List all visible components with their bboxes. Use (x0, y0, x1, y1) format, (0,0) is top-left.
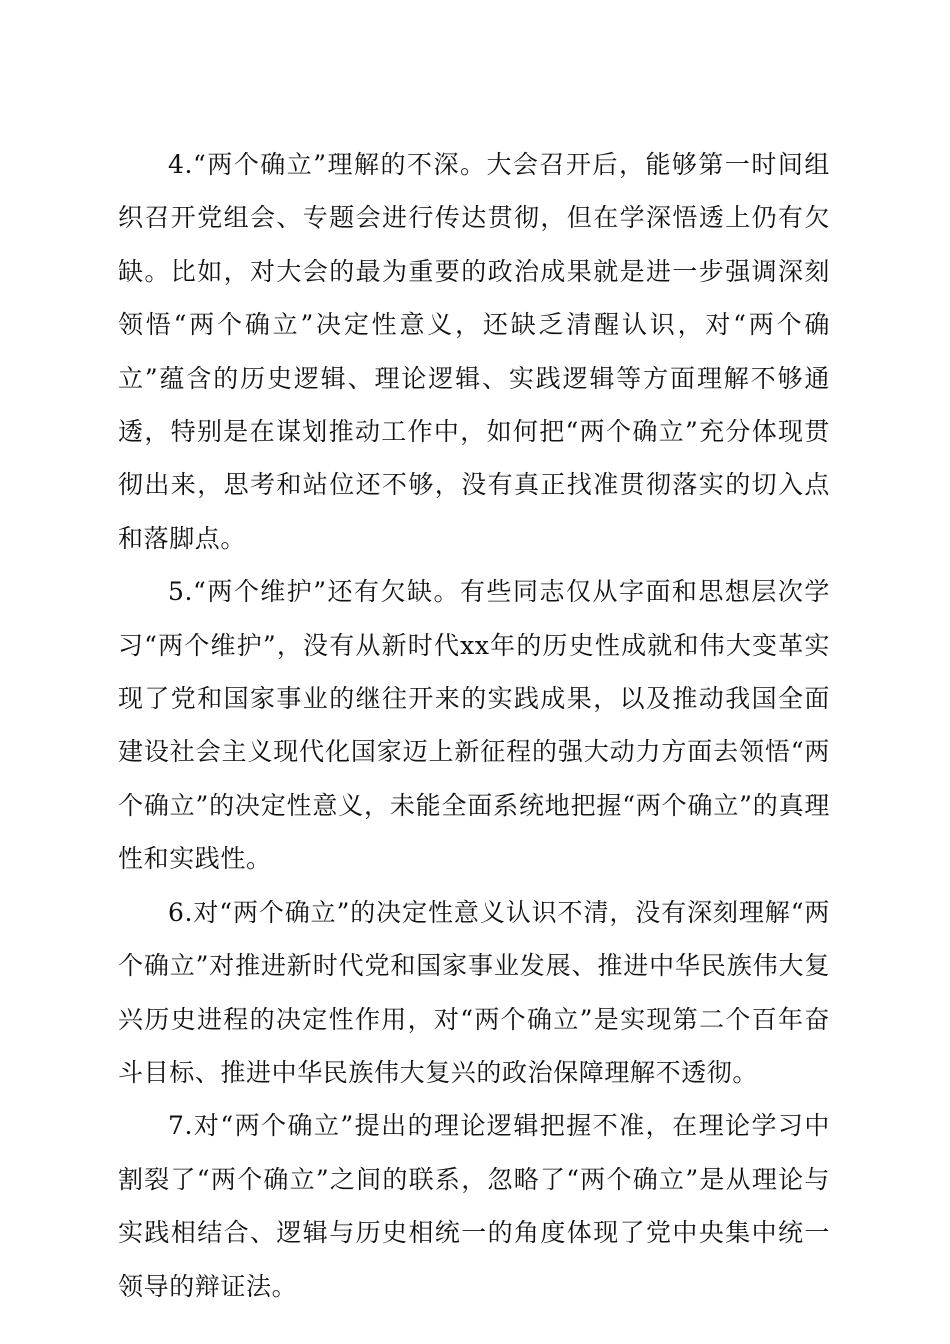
paragraph-5: 5.“两个维护”还有欠缺。有些同志仅从字面和思想层次学习“两个维护”，没有从新时代xx年的历史性成就和伟大变革实现了党和国家事业的继往开来的实践成果，以及推动我国全面建设社会主义现代化国家迈上新征程的强大动力方面去领悟“两个确立”的决定性意义，未能全面系统地把握“两个确立”的真理性和实践性。 (118, 577, 830, 874)
paragraph-7: 7.对“两个确立”提出的理论逻辑把握不准，在理论学习中割裂了“两个确立”之间的联系，忽略了“两个确立”是从理论与实践相结合、逻辑与历史相统一的角度体现了党中央集中统一领导的辩证法。 (118, 1111, 830, 1301)
document-body (118, 138, 830, 1313)
paragraph-4: 4.“两个确立”理解的不深。大会召开后，能够第一时间组织召开党组会、专题会进行传达贯彻，但在学深悟透上仍有欠缺。比如，对大会的最为重要的政治成果就是进一步强调深刻领悟“两个确立”决定性意义，还缺乏清醒认识，对“两个确立”蕴含的历史逻辑、理论逻辑、实践逻辑等方面理解不够通透，特别是在谋划推动工作中，如何把“两个确立”充分体现贯彻出来，思考和站位还不够，没有真正找准贯彻落实的切入点和落脚点。 (118, 150, 830, 553)
paragraph-6: 6.对“两个确立”的决定性意义认识不清，没有深刻理解“两个确立”对推进新时代党和国家事业发展、推进中华民族伟大复兴历史进程的决定性作用，对“两个确立”是实现第二个百年奋斗目标、推进中华民族伟大复兴的政治保障理解不透彻。 (118, 897, 830, 1087)
